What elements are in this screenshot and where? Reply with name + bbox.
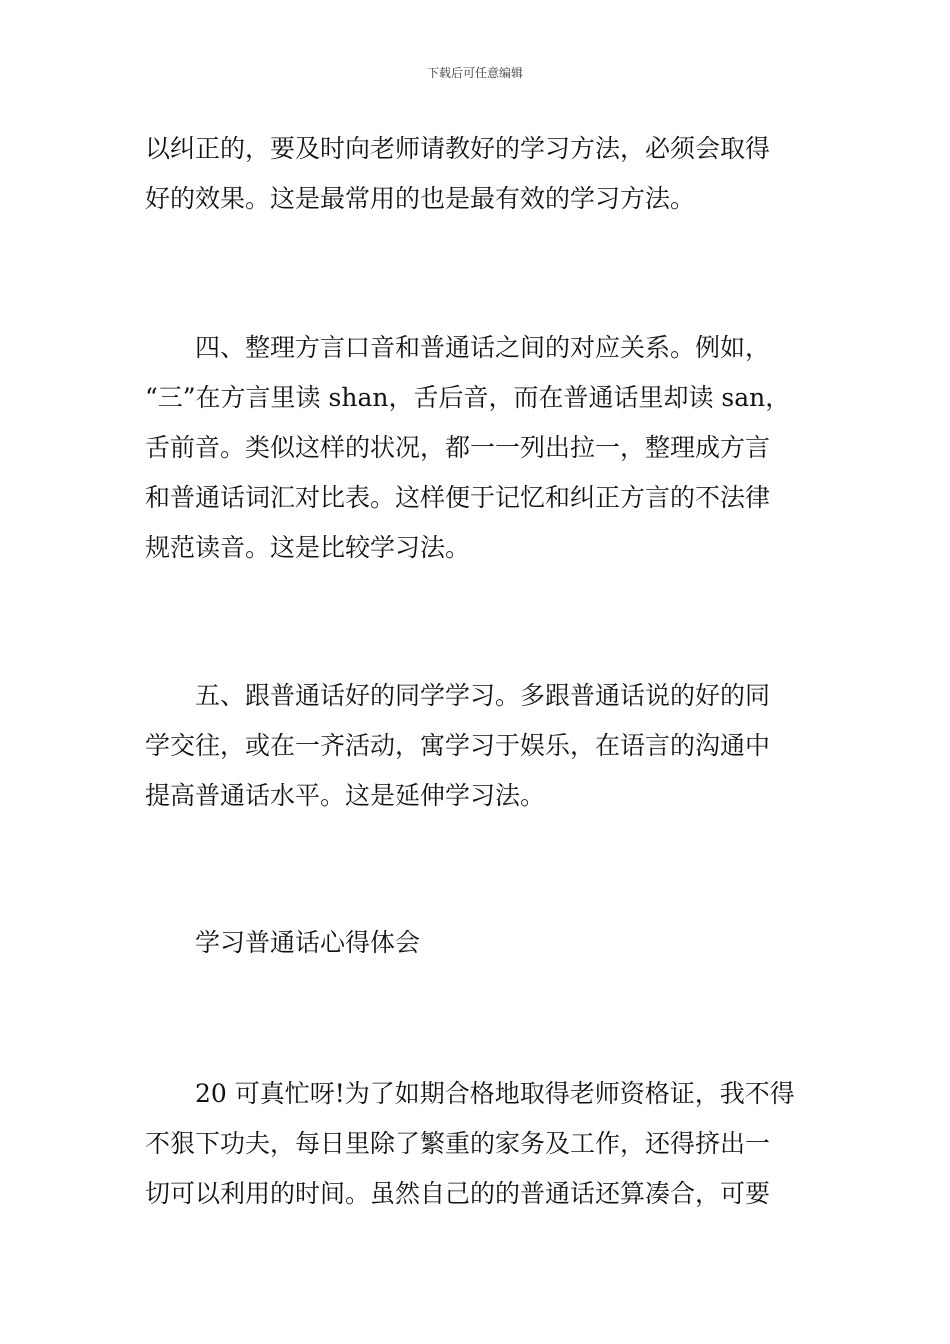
paragraph-essay-start bbox=[145, 1069, 810, 1219]
text-line: 不狠下功夫，每日里除了繁重的家务及工作，还得挤出一 bbox=[145, 1129, 771, 1158]
text-line: 四、整理方言口音和普通话之间的对应关系。例如， bbox=[195, 333, 771, 362]
text-line: 提高普通话水平。这是延伸学习法。 bbox=[145, 781, 546, 810]
text-line: 20 可真忙呀!为了如期合格地取得老师资格证，我不得 bbox=[195, 1079, 795, 1108]
paragraph-point-five bbox=[145, 671, 810, 821]
section-title bbox=[145, 918, 810, 968]
text-line: 学交往，或在一齐活动，寓学习于娱乐，在语言的沟通中 bbox=[145, 731, 771, 760]
paragraph-continuation bbox=[145, 124, 810, 224]
section-title-text: 学习普通话心得体会 bbox=[195, 928, 421, 957]
text-line: 以纠正的，要及时向老师请教好的学习方法，必须会取得 bbox=[145, 134, 771, 163]
paragraph-point-four bbox=[145, 323, 810, 573]
page-header-note: 下载后可任意编辑 bbox=[426, 66, 523, 80]
text-line: “三”在方言里读 shan，舌后音，而在普通话里却读 san， bbox=[145, 383, 791, 412]
text-line: 规范读音。这是比较学习法。 bbox=[145, 533, 471, 562]
text-line: 切可以利用的时间。虽然自己的的普通话还算凑合，可要 bbox=[145, 1179, 771, 1208]
text-line: 好的效果。这是最常用的也是最有效的学习方法。 bbox=[145, 184, 696, 213]
text-line: 五、跟普通话好的同学学习。多跟普通话说的好的同 bbox=[195, 681, 771, 710]
text-line: 和普通话词汇对比表。这样便于记忆和纠正方言的不法律 bbox=[145, 483, 771, 512]
text-line: 舌前音。类似这样的状况，都一一列出拉一，整理成方言 bbox=[145, 433, 771, 462]
